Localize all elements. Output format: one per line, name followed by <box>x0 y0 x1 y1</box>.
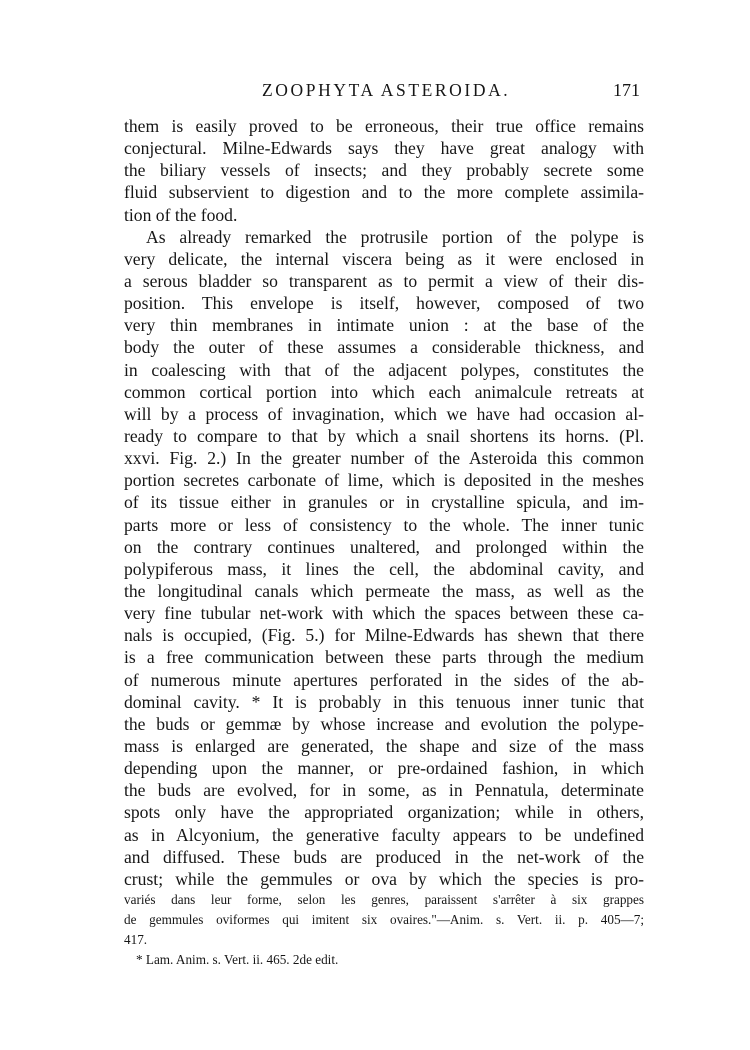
text-line: parts more or less of consistency to the whole. The inner tunic <box>124 514 644 535</box>
text-line: a serous bladder so transparent as to permit a view of their dis- <box>124 270 644 291</box>
text-line: crust; while the gemmules or ova by which the species is pro- <box>124 868 644 889</box>
running-title: ZOOPHYTA ASTEROIDA. <box>262 80 511 100</box>
text-line: in coalescing with that of the adjacent polypes, constitutes the <box>124 359 644 380</box>
text-line: very thin membranes in intimate union : at the base of the <box>124 315 644 336</box>
text-line: tion of the food. <box>124 204 238 225</box>
text-line: will by a process of invagination, which we have had occasion al- <box>124 403 644 424</box>
text-line: depending upon the manner, or pre-ordained fashion, in which <box>124 758 644 779</box>
text-line: As already remarked the protrusile portion of the polype is <box>146 226 644 247</box>
body-text <box>124 115 644 890</box>
text-line: xxvi. Fig. 2.) In the greater number of the Asteroida this common <box>124 448 644 469</box>
text-line: very fine tubular net-work with which the spaces between these ca- <box>124 603 644 624</box>
text-line: the biliary vessels of insects; and they probably secrete some <box>124 160 644 181</box>
text-line: very delicate, the internal viscera being as it were enclosed in <box>124 248 644 269</box>
text-line: ready to compare to that by which a snail shortens its horns. (Pl. <box>124 425 644 446</box>
footnote-line: variés dans leur forme, selon les genres, paraissent s'arrêter à six grappes <box>124 892 644 907</box>
text-line: fluid subservient to digestion and to the more complete assimila- <box>124 182 644 203</box>
running-head <box>0 80 750 106</box>
page-number: 171 <box>613 80 640 100</box>
text-line: of its tissue either in granules or in crystalline spicula, and im- <box>124 492 644 513</box>
text-line: nals is occupied, (Fig. 5.) for Milne-Edwards has shewn that there <box>124 625 644 646</box>
footnote-line: * Lam. Anim. s. Vert. ii. 465. 2de edit. <box>136 952 339 967</box>
text-line: and diffused. These buds are produced in the net-work of the <box>124 846 644 867</box>
text-line: position. This envelope is itself, however, composed of two <box>124 293 644 314</box>
text-line: the buds are evolved, for in some, as in Pennatula, determinate <box>124 780 644 801</box>
text-line: on the contrary continues unaltered, and prolonged within the <box>124 536 644 557</box>
text-line: spots only have the appropriated organization; while in others, <box>124 802 644 823</box>
text-line: the longitudinal canals which permeate the mass, as well as the <box>124 580 644 601</box>
text-line: as in Alcyonium, the generative faculty appears to be undefined <box>124 824 644 845</box>
text-line: conjectural. Milne-Edwards says they have great analogy with <box>124 138 644 159</box>
text-line: them is easily proved to be erroneous, their true office remains <box>124 116 644 136</box>
text-line: is a free communication between these parts through the medium <box>124 647 644 668</box>
footnote-line: 417. <box>124 932 148 947</box>
text-line: portion secretes carbonate of lime, which is deposited in the meshes <box>124 470 644 491</box>
footnote-line: de gemmules oviformes qui imitent six ovaires."—Anim. s. Vert. ii. p. 405—7; <box>124 912 644 927</box>
text-line: mass is enlarged are generated, the shape and size of the mass <box>124 735 644 756</box>
text-line: body the outer of these assumes a considerable thickness, and <box>124 337 644 358</box>
text-line: of numerous minute apertures perforated in the sides of the ab- <box>124 669 644 690</box>
text-line: polypiferous mass, it lines the cell, the abdominal cavity, and <box>124 558 644 579</box>
text-line: dominal cavity. * It is probably in this tenuous inner tunic that <box>124 691 644 712</box>
text-line: the buds or gemmæ by whose increase and evolution the polype- <box>124 713 644 734</box>
text-line: common cortical portion into which each animalcule retreats at <box>124 381 644 402</box>
footnotes <box>124 890 644 970</box>
